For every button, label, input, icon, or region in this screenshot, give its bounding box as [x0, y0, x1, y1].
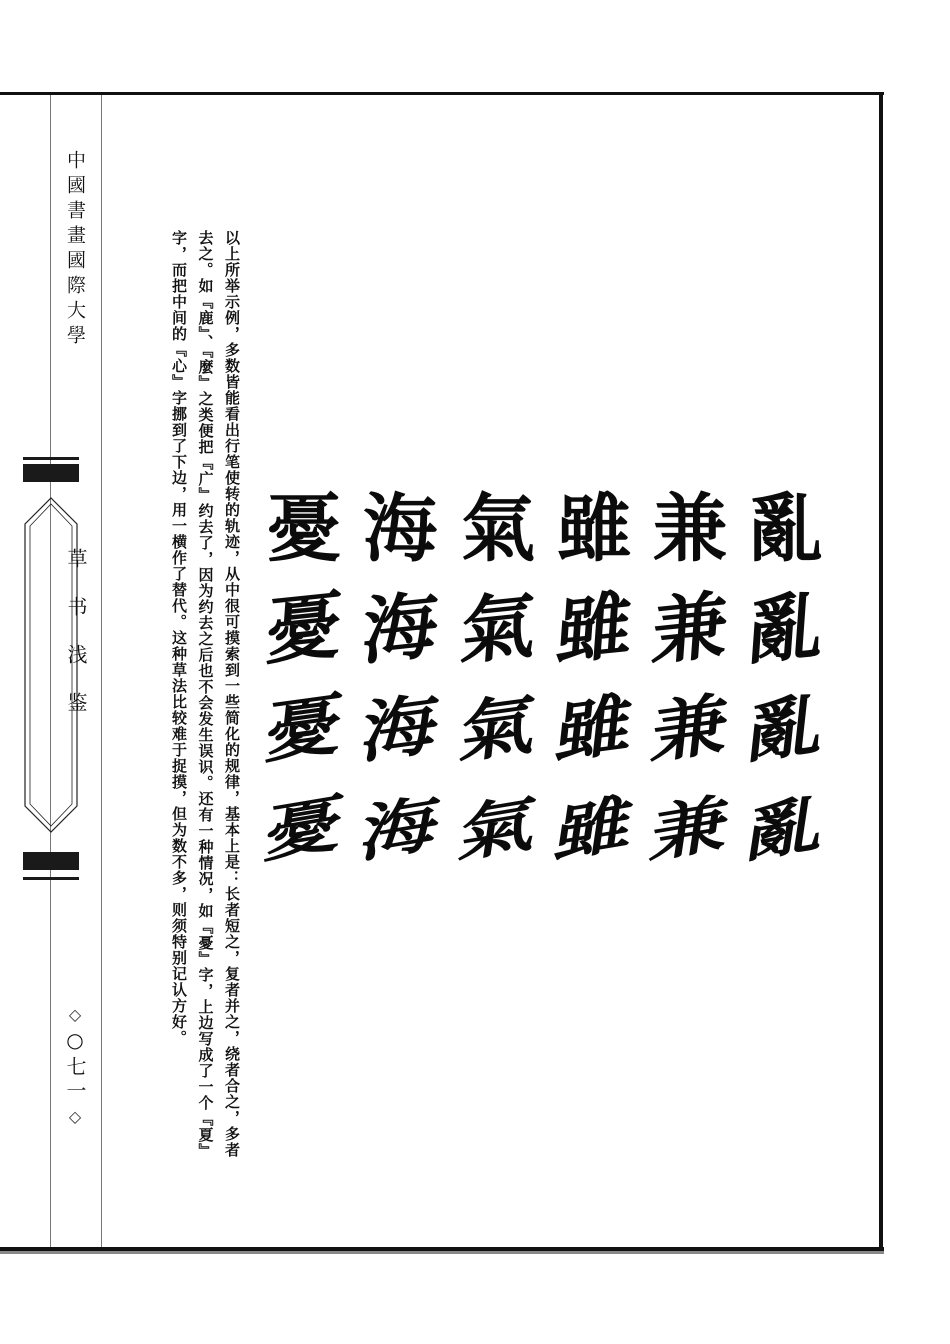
plaque-bar-thin-bottom	[23, 877, 79, 880]
calligraphy-column	[548, 485, 640, 885]
calligraphy-char: 海	[363, 486, 437, 572]
plaque-bar-thick-top	[23, 464, 79, 482]
university-name: 中國書畫國際大學	[64, 150, 86, 350]
plaque-bar-thin-top	[23, 457, 79, 460]
diamond-icon: ◇	[68, 1107, 82, 1126]
calligraphy-column	[452, 485, 544, 885]
calligraphy-char: 憂	[267, 486, 341, 572]
calligraphy-char: 亂	[742, 786, 830, 872]
calligraphy-char: 海	[356, 786, 444, 872]
calligraphy-column	[354, 485, 446, 885]
calligraphy-char: 亂	[745, 582, 827, 676]
calligraphy-char: 亂	[743, 684, 829, 774]
calligraphy-char: 氣	[454, 786, 542, 872]
calligraphy-char: 海	[357, 684, 443, 774]
calligraphy-char: 憂	[260, 786, 348, 872]
margin-rule-inner	[101, 95, 102, 1247]
calligraphy-char: 海	[359, 582, 441, 676]
calligraphy-column	[258, 485, 350, 885]
calligraphy-char: 兼	[646, 786, 734, 872]
calligraphy-char: 兼	[653, 486, 727, 572]
calligraphy-column	[644, 485, 736, 885]
calligraphy-char: 氣	[457, 582, 539, 676]
calligraphy-char: 雖	[557, 486, 631, 572]
calligraphy-char: 氣	[461, 486, 535, 572]
calligraphy-char: 亂	[749, 486, 823, 572]
page-frame-right	[879, 92, 883, 1251]
calligraphy-char: 雖	[551, 684, 637, 774]
body-paragraph	[165, 230, 245, 1160]
calligraphy-char: 雖	[550, 786, 638, 872]
calligraphy-column	[740, 485, 832, 885]
page-frame-shadow	[0, 1251, 884, 1254]
paragraph-text: 以上所举示例，多数皆能看出行笔使转的轨迹，从中很可摸索到一些简化的规律，基本上是：长者短之，复者并之，绕者合之，多者去之。如『鹿』、『麼』之类便把『广』约去了，因为约去之后也不会发生误识。还有一种情况，如『憂』字，上边写成了一个『夏』字，而把中间的『心』字挪到了下边，用一横作了替代。这种草法比较难于捉摸，但为数不多，则须特别记认方好。	[170, 230, 241, 1159]
calligraphy-char: 雖	[553, 582, 635, 676]
calligraphy-char: 兼	[647, 684, 733, 774]
book-title: 草书浅鉴	[64, 548, 88, 740]
page-number-text: ○七一	[63, 1028, 87, 1104]
page-number	[60, 1002, 90, 1130]
page-frame-top	[0, 92, 884, 95]
plaque-bar-thick-bottom	[23, 852, 79, 870]
calligraphy-char: 兼	[649, 582, 731, 676]
calligraphy-char: 氣	[455, 684, 541, 774]
calligraphy-char: 憂	[263, 582, 345, 676]
calligraphy-char: 憂	[261, 684, 347, 774]
diamond-icon: ◇	[68, 1005, 82, 1024]
